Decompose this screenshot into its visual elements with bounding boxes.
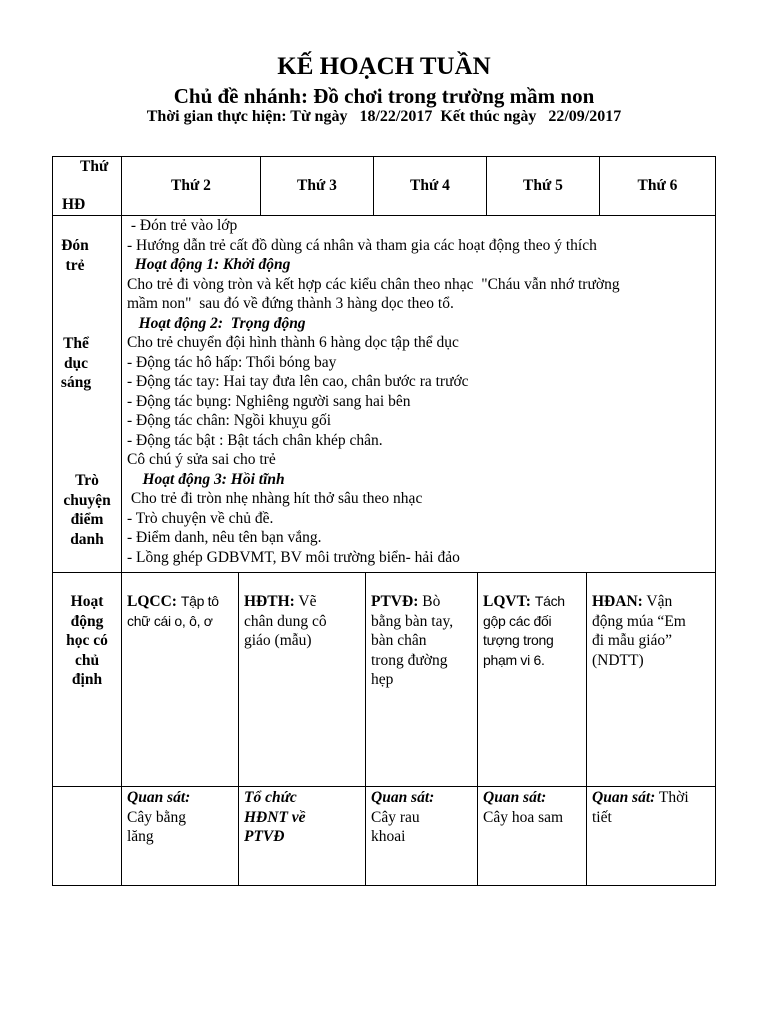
lesson-text: tượng trong	[483, 632, 554, 648]
outdoor-heading: Quan sát:	[483, 789, 547, 806]
label-line: Thể	[63, 335, 89, 352]
day-header: Thứ 3	[297, 177, 337, 194]
morning-activities	[127, 216, 713, 567]
lesson-text: bằng bàn tay,	[371, 612, 454, 630]
lesson-code: LQVT:	[483, 593, 531, 610]
label-line: trẻ	[65, 256, 85, 274]
table-border-right	[715, 156, 716, 886]
corner-label-bottom: HĐ	[62, 196, 86, 213]
day-header: Thứ 6	[637, 177, 678, 194]
text-line: - Đón trẻ vào lớp	[127, 217, 238, 234]
table-divider	[586, 572, 587, 886]
text-line: Cho trẻ đi vòng tròn và kết hợp các kiểu chân theo nhạc "Cháu vẫn nhớ trường	[127, 275, 620, 293]
text-line: mầm non" sau đó về đứng thành 3 hàng dọc theo tổ.	[127, 295, 454, 312]
row-label-the-duc-sang	[53, 334, 99, 393]
outdoor-text: HĐNT về	[244, 808, 306, 826]
label-line: điểm	[70, 511, 104, 528]
label-line: chuyện	[63, 491, 111, 509]
lesson-text: động múa “Em	[592, 612, 686, 630]
activity-heading: Hoạt động 2: Trọng động	[127, 314, 306, 332]
text-line: - Điểm danh, nêu tên bạn vắng.	[127, 529, 322, 546]
lesson-text: trong đường	[371, 651, 448, 669]
text-line: - Động tác hô hấp: Thổi bóng bay	[127, 353, 337, 371]
outdoor-text: Cây hoa sam	[483, 808, 564, 826]
text-line: - Hướng dẫn trẻ cất đồ dùng cá nhân và tham gia các hoạt động theo ý thích	[127, 236, 597, 254]
outdoor-cell-fri	[592, 788, 714, 827]
label-line: sáng	[60, 374, 92, 391]
lesson-text: bàn chân	[371, 632, 427, 649]
text-line: - Động tác bật : Bật tách chân khép chân.	[127, 431, 383, 449]
lesson-text: Vẽ	[298, 593, 317, 610]
outdoor-text: lăng	[127, 828, 154, 845]
table-divider	[365, 572, 366, 886]
lesson-code: HĐAN:	[592, 593, 643, 610]
label-line: định	[71, 671, 103, 688]
row-label-hoat-dong-hoc	[53, 592, 121, 690]
lesson-text: chữ cái o, ô, ơ	[127, 612, 213, 629]
label-line: dục	[63, 354, 89, 372]
day-header: Thứ 5	[523, 177, 563, 194]
outdoor-cell-mon	[127, 788, 237, 847]
page-title: KẾ HOẠCH TUẦN	[277, 53, 491, 80]
outdoor-text: Cây rau	[371, 808, 420, 826]
lesson-code: HĐTH:	[244, 593, 295, 610]
row-label-tro-chuyen	[53, 471, 121, 549]
text-line: - Động tác chân: Ngồi khuỵu gối	[127, 412, 332, 429]
outdoor-heading: Tổ chức	[244, 789, 297, 806]
text-line: Cho trẻ đi tròn nhẹ nhàng hít thở sâu theo nhạc	[127, 490, 423, 507]
text-line: - Trò chuyện về chủ đề.	[127, 509, 274, 527]
text-line: - Lồng ghép GDBVMT, BV môi trường biển- hải đảo	[127, 548, 460, 566]
table-border-top	[52, 156, 716, 157]
activity-heading: Hoạt động 1: Khởi động	[127, 256, 291, 273]
outdoor-text: PTVĐ	[244, 828, 285, 845]
lesson-text: phạm vi 6.	[483, 651, 545, 668]
outdoor-text: tiết	[592, 808, 612, 826]
activity-heading: Hoạt động 3: Hồi tĩnh	[127, 470, 285, 488]
outdoor-heading: Quan sát:	[592, 789, 656, 806]
label-line: Hoạt	[70, 593, 104, 610]
lesson-text: hẹp	[371, 671, 394, 688]
outdoor-cell-thu	[483, 788, 585, 827]
outdoor-text: khoai	[371, 828, 406, 845]
lesson-text: chân dung cô	[244, 612, 327, 630]
table-border-bottom	[52, 885, 716, 886]
label-line: Trò	[75, 472, 99, 489]
text-line: Cô chú ý sửa sai cho trẻ	[127, 451, 276, 468]
table-divider	[121, 156, 122, 886]
label-line: động	[70, 612, 104, 630]
label-line: Đón	[61, 237, 89, 254]
table-divider	[52, 786, 716, 787]
table-divider	[238, 572, 239, 886]
row-label-don-tre	[53, 236, 97, 275]
day-header: Thứ 4	[410, 177, 450, 194]
outdoor-cell-wed	[371, 788, 476, 847]
lesson-text: Tách	[534, 593, 565, 609]
lesson-cell-thu	[483, 592, 585, 670]
label-line: chủ	[74, 651, 100, 669]
outdoor-text: Cây bằng	[127, 808, 186, 826]
lesson-text: Vận	[646, 593, 673, 610]
lesson-cell-wed	[371, 592, 476, 690]
lesson-text: (NDTT)	[592, 651, 644, 669]
outdoor-cell-tue	[244, 788, 364, 847]
text-line: - Động tác bụng: Nghiêng người sang hai bên	[127, 392, 411, 410]
label-line: danh	[70, 530, 104, 548]
label-line: học có	[66, 632, 108, 649]
lesson-text: Tập tô	[180, 593, 219, 609]
corner-label-top: Thứ	[80, 158, 109, 175]
lesson-cell-fri	[592, 592, 714, 670]
lesson-code: LQCC:	[127, 593, 177, 610]
outdoor-text: Thời	[658, 789, 689, 806]
lesson-text: gộp các đối	[483, 612, 552, 629]
lesson-code: PTVĐ:	[371, 593, 419, 610]
text-line: - Động tác tay: Hai tay đưa lên cao, chân bước ra trước	[127, 373, 469, 390]
page-subtitle: Chủ đề nhánh: Đồ chơi trong trường mầm non	[173, 84, 595, 108]
lesson-cell-tue	[244, 592, 364, 651]
table-divider	[477, 572, 478, 886]
date-range: Thời gian thực hiện: Từ ngày 18/22/2017 Kết thúc ngày 22/09/2017	[146, 108, 622, 125]
text-line: Cho trẻ chuyển đội hình thành 6 hàng dọc tập thể dục	[127, 334, 459, 351]
lesson-cell-mon	[127, 592, 237, 631]
outdoor-heading: Quan sát:	[127, 789, 191, 806]
lesson-text: Bò	[422, 593, 441, 610]
table-divider	[52, 572, 716, 573]
day-header: Thứ 2	[171, 177, 211, 194]
lesson-text: đi mẫu giáo”	[592, 632, 673, 649]
lesson-text: giáo (mẫu)	[244, 632, 312, 649]
outdoor-heading: Quan sát:	[371, 789, 435, 806]
